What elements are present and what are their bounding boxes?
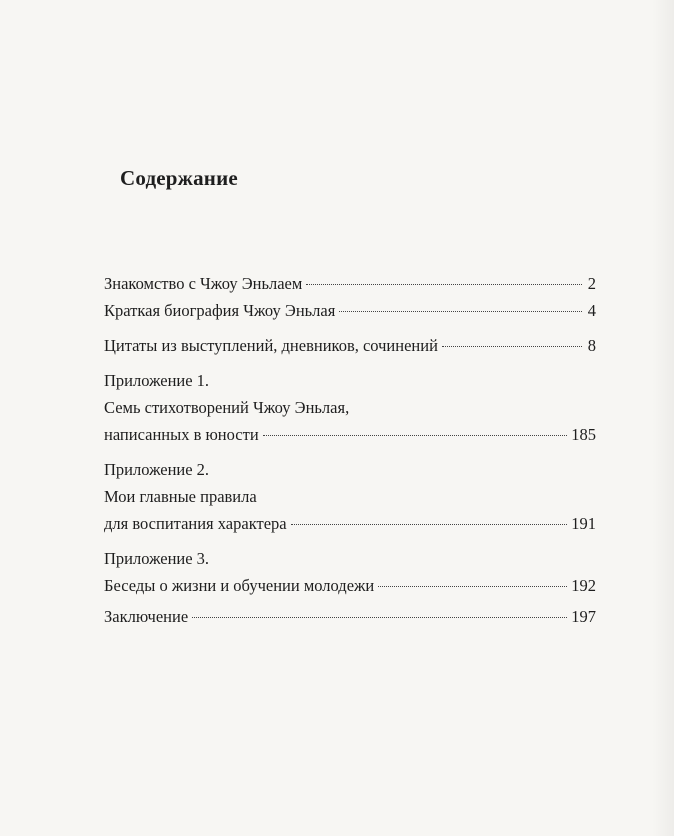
toc-page-number: 185 [571,425,596,444]
table-of-contents [104,270,596,630]
toc-entry-title: Семь стихотворений Чжоу Эньлая, [104,398,350,417]
dot-leader [442,345,582,347]
toc-page-number: 2 [587,274,596,293]
toc-page-number: 4 [587,301,596,320]
page-title: Содержание [120,166,238,190]
dot-leader [291,523,568,525]
toc-entry [104,367,596,448]
toc-entry [104,545,596,599]
toc-page-number: 8 [587,336,596,355]
toc-page-number: 192 [571,576,596,595]
toc-entry-title: для воспитания характера [104,514,287,533]
toc-entry [104,270,596,297]
dot-leader [263,434,568,436]
toc-entry-heading: Приложение 2. [104,460,210,479]
toc-entry-title: Мои главные правила [104,487,257,506]
toc-entry-title: написанных в юности [104,425,259,444]
dot-leader [378,585,567,587]
toc-entry-heading: Приложение 1. [104,371,210,390]
toc-entry-title: Краткая биография Чжоу Эньлая [104,301,336,320]
toc-entry-title: Цитаты из выступлений, дневников, сочинений [104,336,438,355]
toc-entry-title: Беседы о жизни и обучении молодежи [104,576,375,595]
toc-page-number: 191 [571,514,596,533]
toc-entry-title: Знакомство с Чжоу Эньлаем [104,274,303,293]
dot-leader [339,310,582,312]
toc-entry [104,332,596,359]
toc-entry [104,603,596,630]
dot-leader [306,283,582,285]
toc-entry-heading: Приложение 3. [104,549,210,568]
toc-entry [104,297,596,324]
toc-entry [104,456,596,537]
toc-page-number: 197 [571,607,596,626]
dot-leader [192,616,567,618]
toc-entry-title: Заключение [104,607,189,626]
page-edge-shadow [652,0,674,836]
